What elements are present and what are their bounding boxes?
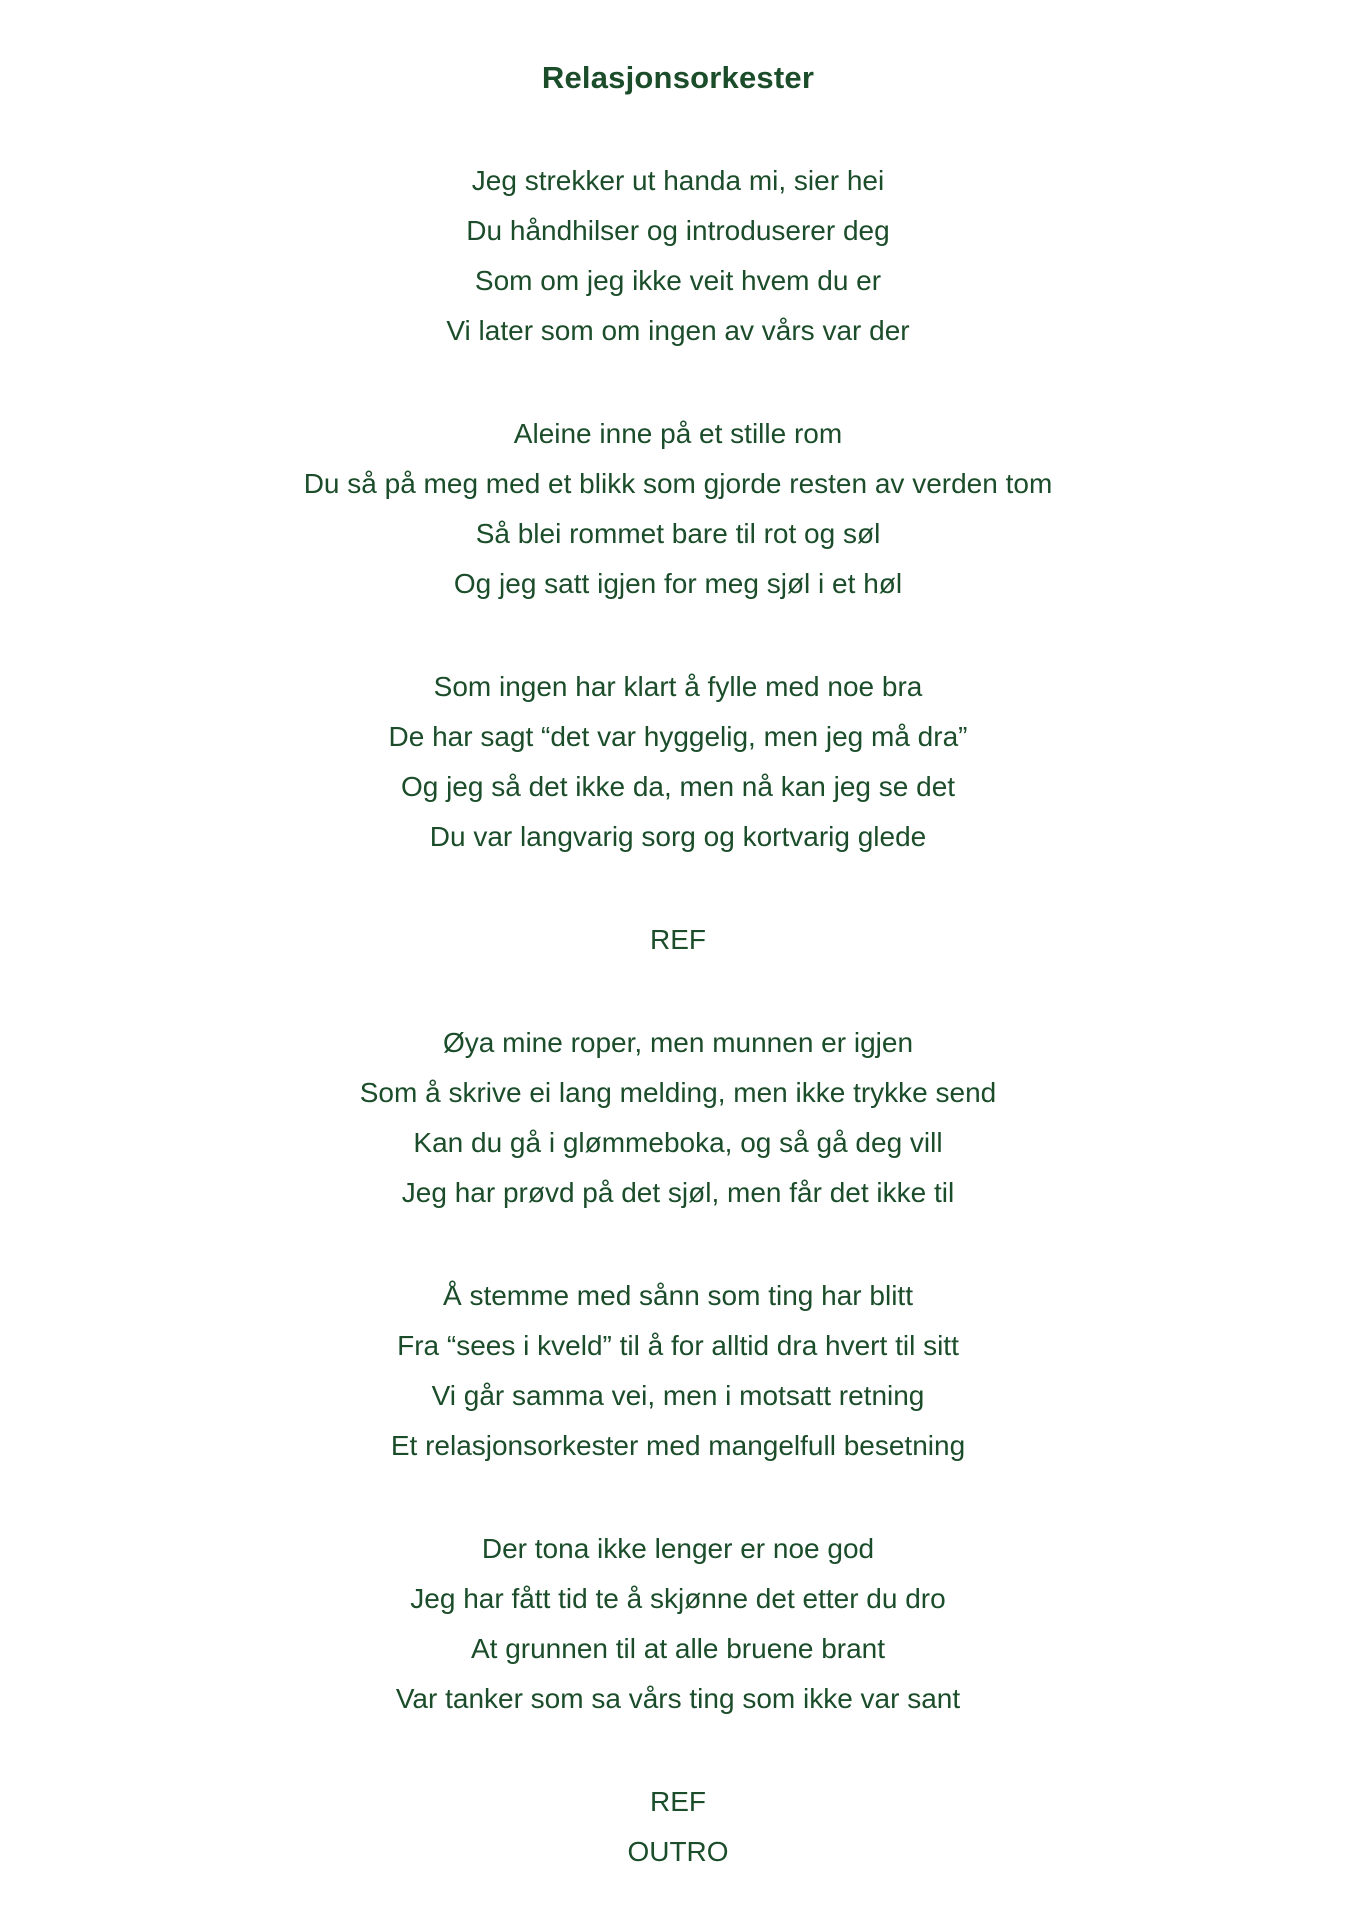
verse-4 bbox=[0, 1018, 1356, 1218]
lyric-line: Du håndhilser og introduserer deg bbox=[466, 215, 890, 246]
verse-1 bbox=[0, 156, 1356, 356]
lyric-line: Du så på meg med et blikk som gjorde resten av verden tom bbox=[303, 468, 1053, 499]
lyric-line: Jeg har fått tid te å skjønne det etter du dro bbox=[410, 1583, 946, 1614]
lyric-line: Og jeg så det ikke da, men nå kan jeg se det bbox=[400, 771, 956, 802]
lyric-line: Fra “sees i kveld” til å for alltid dra hvert til sitt bbox=[397, 1330, 959, 1361]
song-title: Relasjonsorkester bbox=[541, 60, 815, 95]
lyric-line: Et relasjonsorkester med mangelfull besetning bbox=[390, 1430, 966, 1461]
lyric-line: Jeg strekker ut handa mi, sier hei bbox=[471, 165, 885, 196]
lyric-line: Du var langvarig sorg og kortvarig glede bbox=[429, 821, 927, 852]
lyric-line: Jeg har prøvd på det sjøl, men får det ikke til bbox=[401, 1177, 955, 1208]
lyric-line: Så blei rommet bare til rot og søl bbox=[475, 518, 881, 549]
lyric-line: Øya mine roper, men munnen er igjen bbox=[442, 1027, 914, 1058]
lyric-line: De har sagt “det var hyggelig, men jeg må dra” bbox=[388, 721, 968, 752]
lyric-line: Som å skrive ei lang melding, men ikke trykke send bbox=[359, 1077, 997, 1108]
lyric-line: Vi later som om ingen av vårs var der bbox=[446, 315, 910, 346]
lyric-line: Aleine inne på et stille rom bbox=[513, 418, 843, 449]
lyric-line: At grunnen til at alle bruene brant bbox=[470, 1633, 886, 1664]
verse-2 bbox=[0, 409, 1356, 609]
lyric-line: Som ingen har klart å fylle med noe bra bbox=[433, 671, 923, 702]
lyric-line: Der tona ikke lenger er noe god bbox=[481, 1533, 875, 1564]
verse-6 bbox=[0, 1524, 1356, 1724]
lyric-line: Vi går samma vei, men i motsatt retning bbox=[431, 1380, 925, 1411]
section-marker: OUTRO bbox=[627, 1836, 729, 1867]
lyric-line: Og jeg satt igjen for meg sjøl i et høl bbox=[453, 568, 903, 599]
section-marker: REF bbox=[650, 1786, 706, 1817]
ref-marker bbox=[0, 915, 1356, 965]
ref-outro-marker bbox=[0, 1777, 1356, 1877]
lyric-line: Som om jeg ikke veit hvem du er bbox=[474, 265, 882, 296]
section-marker: REF bbox=[650, 924, 706, 955]
verse-5 bbox=[0, 1271, 1356, 1471]
lyric-line: Å stemme med sånn som ting har blitt bbox=[443, 1280, 913, 1311]
lyric-line: Var tanker som sa vårs ting som ikke var sant bbox=[395, 1683, 961, 1714]
lyric-line: Kan du gå i glømmeboka, og så gå deg vill bbox=[413, 1127, 943, 1158]
verse-3 bbox=[0, 662, 1356, 862]
